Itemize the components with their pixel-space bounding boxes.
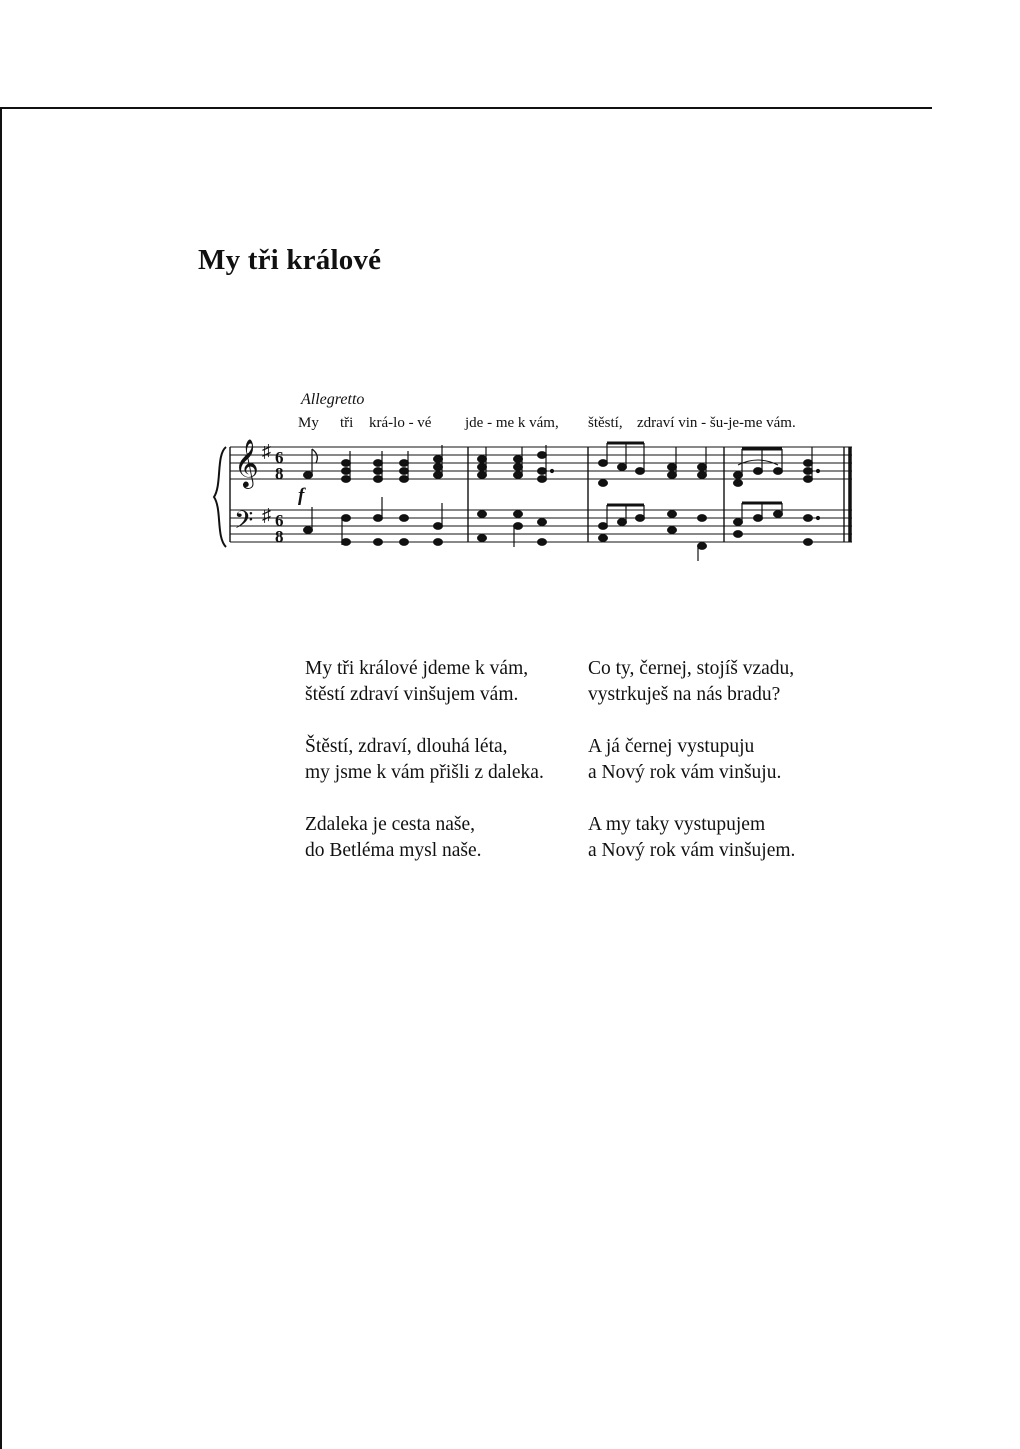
lyrics-stanza xyxy=(305,734,544,786)
lyric-syllable: tři xyxy=(340,415,354,431)
time-signature-denominator: 8 xyxy=(275,464,284,483)
lyrics-stanza xyxy=(588,656,795,708)
bass-clef-icon: 𝄢 xyxy=(234,507,254,540)
lyrics-column-right xyxy=(588,656,795,890)
lyric-syllable: krá-lo - vé xyxy=(369,415,432,431)
lyric-syllable: štěstí, xyxy=(588,415,623,431)
song-title: My tři králové xyxy=(198,244,382,276)
barlines xyxy=(230,447,850,542)
lyrics-line: štěstí zdraví vinšujem vám. xyxy=(305,684,519,705)
lyrics-line: A my taky vystupujem xyxy=(588,814,766,835)
lyrics-line: a Nový rok vám vinšuju. xyxy=(588,762,782,783)
time-signature-numerator: 6 xyxy=(275,448,284,467)
time-signature-numerator: 6 xyxy=(275,511,284,530)
lyrics-line: Zdaleka je cesta naše, xyxy=(305,814,475,835)
lyrics-line: my jsme k vám přišli z daleka. xyxy=(305,762,544,783)
lyrics-line: A já černej vystupuju xyxy=(588,736,755,757)
treble-clef-icon: 𝄞 xyxy=(234,441,259,487)
sharp-icon: ♯ xyxy=(262,441,271,461)
lyrics-line: Co ty, černej, stojíš vzadu, xyxy=(588,658,795,679)
lyrics-column-left xyxy=(305,656,544,890)
lyrics-line: My tři králové jdeme k vám, xyxy=(305,658,529,679)
bass-notes xyxy=(304,497,820,561)
lyrics-stanza xyxy=(588,734,795,786)
lyric-syllable: jde - me k vám, xyxy=(465,415,559,431)
lyrics-line: vystrkuješ na nás bradu? xyxy=(588,684,781,705)
lyrics-stanza xyxy=(305,656,544,708)
lyrics-stanza xyxy=(588,812,795,864)
system-brace xyxy=(214,447,226,547)
music-score xyxy=(212,385,862,570)
lyric-syllable: zdraví vin - šu-je-me vám. xyxy=(637,415,796,431)
lyrics-line: a Nový rok vám vinšujem. xyxy=(588,840,796,861)
lyrics-stanza xyxy=(305,812,544,864)
time-signature-denominator: 8 xyxy=(275,527,284,546)
tempo-marking: Allegretto xyxy=(301,391,365,408)
lyrics-line: Štěstí, zdraví, dlouhá léta, xyxy=(305,736,508,757)
sharp-icon: ♯ xyxy=(262,505,271,525)
lyrics-line: do Betléma mysl naše. xyxy=(305,840,482,861)
dynamic-marking: f xyxy=(298,485,305,506)
treble-notes xyxy=(304,443,820,486)
lyric-syllable: My xyxy=(298,415,319,431)
